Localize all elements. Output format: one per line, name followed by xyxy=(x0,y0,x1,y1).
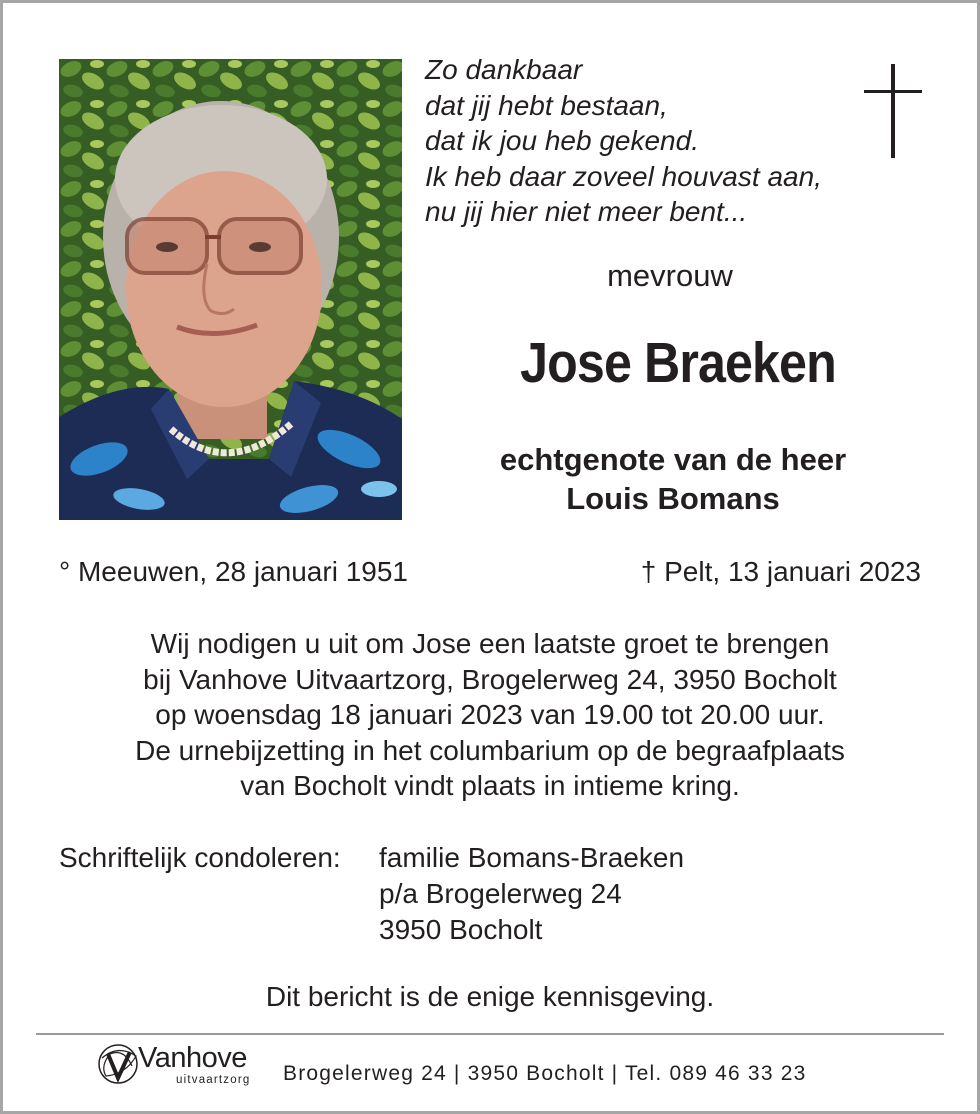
invitation-line: Wij nodigen u uit om Jose een laatste groet te brengen xyxy=(150,628,830,659)
poem xyxy=(425,52,865,230)
logo-name: Vanhove xyxy=(138,1042,247,1074)
invitation-text xyxy=(40,626,940,804)
invitation-line: bij Vanhove Uitvaartzorg, Brogelerweg 24, 3950 Bocholt xyxy=(143,663,837,695)
footer xyxy=(96,1040,896,1100)
poem-line: Zo dankbaar xyxy=(425,54,583,85)
spouse-relation: echtgenote van de heer xyxy=(499,442,847,477)
address-line: p/a Brogelerweg 24 xyxy=(379,878,622,909)
vanhove-logo-icon xyxy=(96,1040,144,1088)
invitation-line: De urnebijzetting in het columbarium op de begraafplaats xyxy=(135,734,845,766)
invitation-line: van Bocholt vindt plaats in intieme kring. xyxy=(240,770,740,801)
address-line: 3950 Bocholt xyxy=(379,914,543,945)
honorific: mevrouw xyxy=(607,258,733,293)
condolence-address xyxy=(379,840,684,948)
poem-line: Ik heb daar zoveel houvast aan, xyxy=(425,160,822,192)
poem-line: dat jij hebt bestaan, xyxy=(425,89,668,121)
spouse-block xyxy=(420,440,926,518)
poem-line: dat ik jou heb gekend. xyxy=(425,125,699,156)
poem-line: nu jij hier niet meer bent... xyxy=(425,196,748,227)
logo-subtitle: uitvaartzorg xyxy=(176,1074,251,1086)
footer-divider xyxy=(36,1033,944,1035)
cross-icon xyxy=(864,64,922,160)
deceased-name: Jose Braeken xyxy=(520,331,836,395)
life-dates xyxy=(59,556,921,592)
spouse-name: Louis Bomans xyxy=(566,481,780,516)
invitation-line: op woensdag 18 januari 2023 van 19.00 tot 20.00 uur. xyxy=(155,699,825,730)
condolence-label: Schriftelijk condoleren: xyxy=(59,842,341,873)
portrait-photo xyxy=(59,59,402,520)
birth-date: ° Meeuwen, 28 januari 1951 xyxy=(59,556,408,587)
footer-contact-info: Brogelerweg 24 | 3950 Bocholt | Tel. 089 46 33 23 xyxy=(283,1062,807,1085)
notice-text: Dit bericht is de enige kennisgeving. xyxy=(265,981,715,1012)
address-line: familie Bomans-Braeken xyxy=(379,842,685,873)
death-date: † Pelt, 13 januari 2023 xyxy=(640,556,921,587)
